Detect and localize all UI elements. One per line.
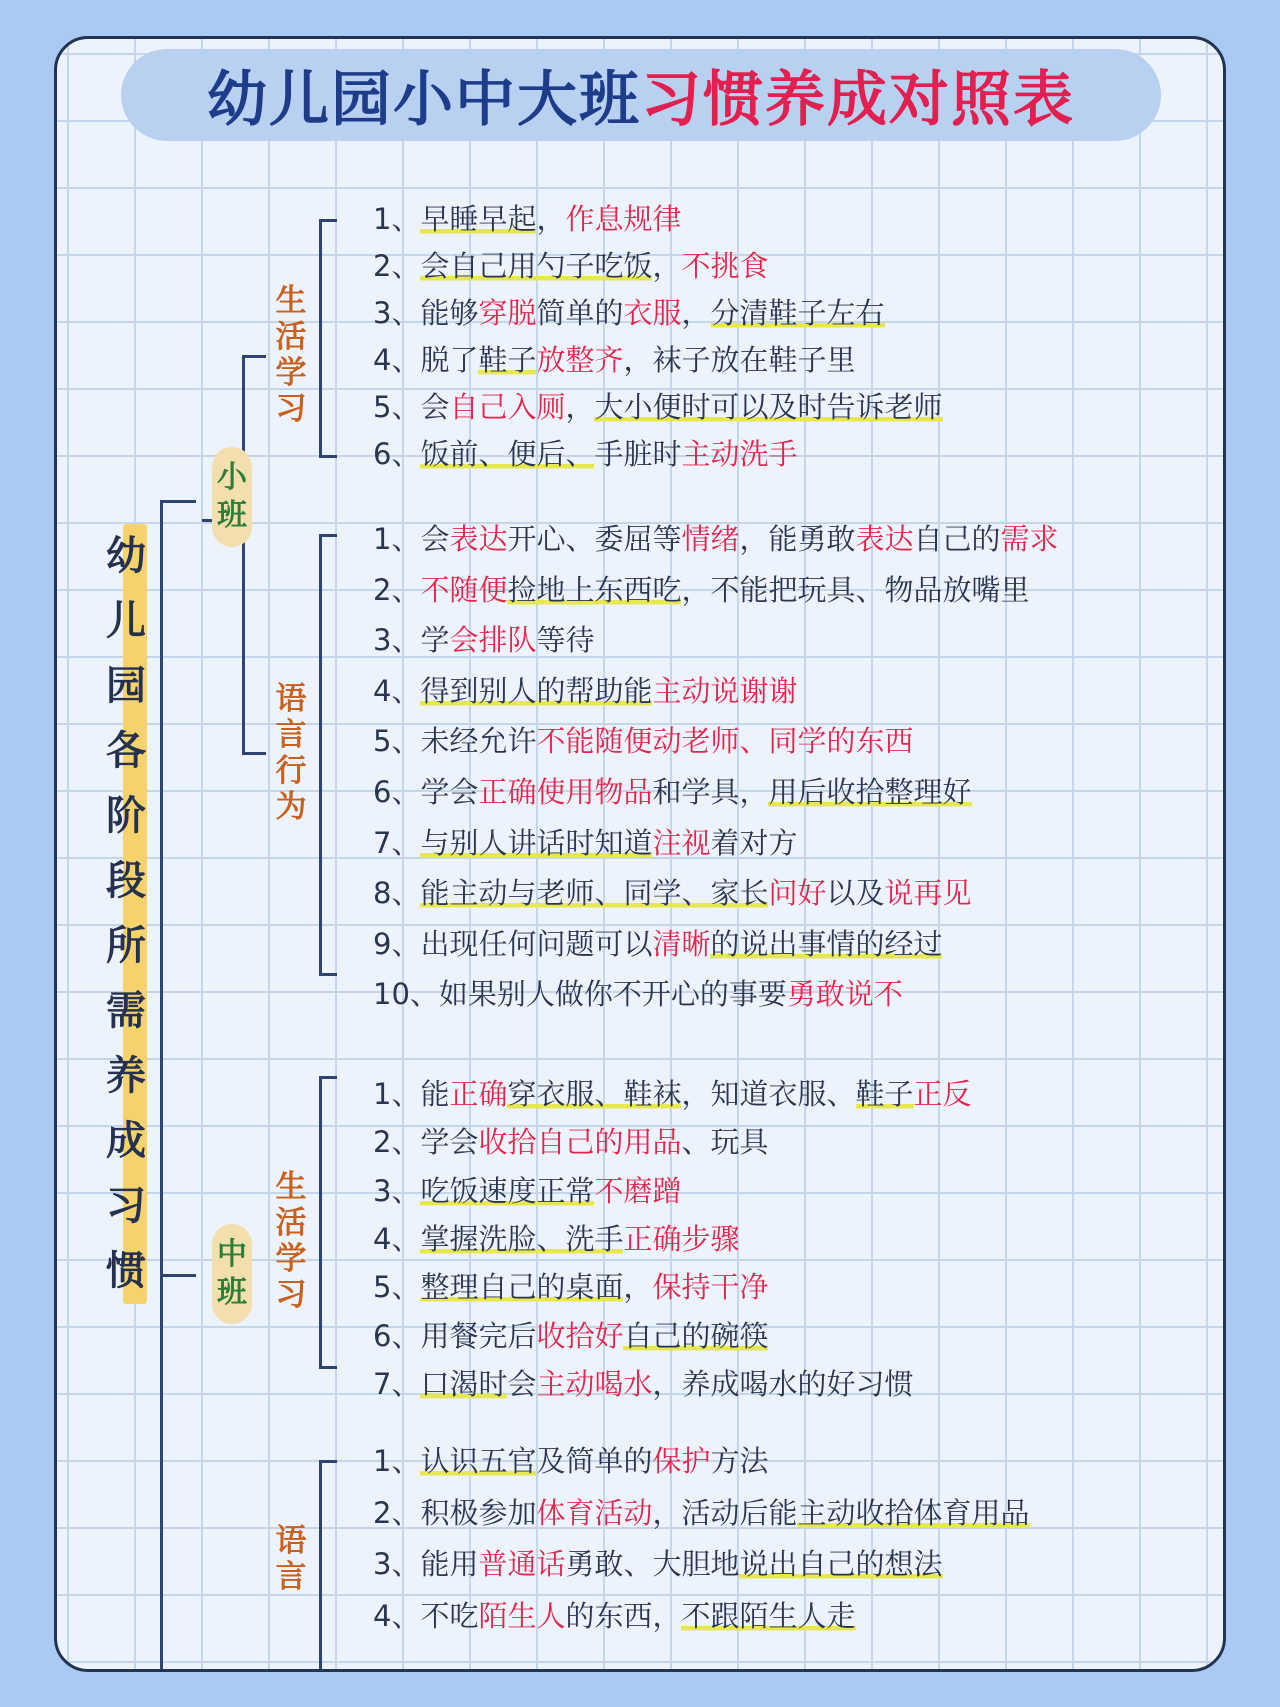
item-text: 、玩具: [681, 1125, 769, 1160]
group-pill-small-class: [212, 447, 252, 547]
category-label-char: 学: [275, 355, 307, 391]
chart-card: [54, 36, 1226, 1672]
underlined-text: 的说出事情的经过: [710, 926, 943, 961]
habit-item: [373, 434, 1213, 474]
highlight-text: 主动洗手: [681, 437, 798, 471]
highlight-text: 自己入厕: [449, 390, 566, 424]
item-text: ，袜子放在鞋子里: [623, 343, 856, 377]
highlight-text: 普通话: [478, 1547, 566, 1582]
category-label-char: 语: [275, 681, 307, 717]
item-text: 简单的: [536, 296, 624, 330]
habit-item: [373, 1219, 1213, 1259]
side-title-char: 儿: [106, 598, 146, 644]
underlined-text: 得到别人的帮助能: [420, 673, 653, 708]
main-trunk-line: [160, 500, 163, 1672]
bracket-3-bottom: [319, 1366, 337, 1369]
highlight-text: 保护: [652, 1444, 711, 1478]
highlight-text: 表达: [449, 522, 508, 556]
habit-item: [373, 1074, 1213, 1114]
side-title-char: 需: [106, 988, 146, 1034]
item-text: ，: [652, 249, 682, 283]
category-label: [271, 1523, 311, 1595]
item-text: 以及: [826, 876, 885, 911]
underlined-text: 认识五官: [420, 1444, 537, 1478]
habit-item: [373, 1171, 1213, 1211]
bracket-1: [319, 219, 322, 457]
item-text: 4、不吃: [373, 1599, 479, 1634]
item-text: 6、学会: [373, 775, 479, 809]
item-text: 6、: [373, 437, 421, 471]
item-text: 4、脱了: [373, 343, 479, 377]
habit-item: [373, 293, 1213, 333]
item-text: 1、能: [373, 1077, 450, 1111]
item-text: ，: [565, 390, 595, 424]
item-text: 2、: [373, 572, 421, 607]
underlined-text: 掌握洗脸、洗手: [420, 1221, 624, 1256]
highlight-text: 作息规律: [565, 202, 682, 236]
highlight-text: 说再见: [884, 876, 972, 911]
item-text: 3、能用: [373, 1547, 479, 1582]
highlight-text: 穿脱: [478, 296, 537, 330]
highlight-text: 不磨蹭: [594, 1173, 682, 1208]
side-title-char: 成: [106, 1118, 146, 1164]
side-title-char: 惯: [106, 1248, 146, 1294]
side-title-char: 习: [106, 1183, 146, 1229]
habit-item: [373, 721, 1213, 761]
habit-item: [373, 246, 1213, 286]
category-label-char: 语: [275, 1523, 307, 1559]
item-text: 2、: [373, 249, 421, 283]
side-title-char: 阶: [106, 793, 146, 839]
item-text: 1、会: [373, 522, 450, 556]
underlined-text: 口渴时: [420, 1366, 508, 1401]
highlight-text: 问好: [768, 876, 827, 911]
highlight-text: 收拾好: [536, 1318, 624, 1353]
item-text: ，养成喝水的好习惯: [652, 1366, 914, 1401]
small-branch-bottom: [242, 752, 266, 755]
underlined-text: 大小便时可以及时告诉老师: [594, 390, 943, 424]
habit-item: [373, 519, 1213, 559]
item-text: 4、: [373, 673, 421, 708]
highlight-text: 注视: [652, 825, 711, 860]
underlined-text: 鞋子: [855, 1077, 914, 1111]
small-trunk-line: [242, 355, 245, 754]
highlight-text: 保持干净: [652, 1270, 769, 1305]
item-text: 开心、委屈等: [507, 522, 682, 556]
bracket-2-bottom: [319, 973, 337, 976]
highlight-text: 正确: [449, 1077, 508, 1111]
habit-item: [373, 823, 1213, 863]
underlined-text: 鞋子: [478, 343, 537, 377]
category-label: [271, 1169, 311, 1313]
item-text: 5、会: [373, 390, 450, 424]
item-text: ，: [536, 202, 566, 236]
item-text: 7、: [373, 1366, 421, 1401]
highlight-text: 正确步骤: [623, 1221, 740, 1256]
underlined-text: 自己的碗筷: [623, 1318, 769, 1353]
page-title: [121, 49, 1161, 141]
bracket-1-bottom: [319, 455, 337, 458]
item-text: 8、: [373, 876, 421, 911]
side-title-char: 养: [106, 1053, 146, 1099]
title-part2: 习惯养成对照表: [641, 65, 1075, 135]
underlined-text: 捡地上东西吃: [507, 572, 682, 607]
underlined-text: 能主动与老师、同学、家长: [420, 876, 769, 911]
underlined-text: 主动收拾体育用品: [797, 1495, 1030, 1530]
item-text: 6、用餐完后: [373, 1318, 537, 1353]
highlight-text: 收拾自己的用品: [478, 1125, 682, 1160]
highlight-text: 放整齐: [536, 343, 624, 377]
category-label-char: 学: [275, 1241, 307, 1277]
bracket-2: [319, 534, 322, 975]
category-label-char: 生: [275, 1169, 307, 1205]
category-label-char: 习: [275, 1277, 307, 1313]
item-text: 勇敢、大胆地: [565, 1547, 740, 1582]
habit-item: [373, 924, 1213, 964]
item-text: 1、: [373, 1444, 421, 1478]
item-text: 3、能够: [373, 296, 479, 330]
highlight-text: 正反: [913, 1077, 972, 1111]
highlight-text: 体育活动: [536, 1495, 653, 1530]
habit-item: [373, 340, 1213, 380]
underlined-text: 与别人讲话时知道: [420, 825, 653, 860]
habit-item: [373, 1544, 1213, 1584]
branch-line-small: [160, 500, 196, 503]
item-text: ，: [681, 296, 711, 330]
item-text: 3、: [373, 1173, 421, 1208]
item-text: 9、出现任何问题可以: [373, 926, 653, 961]
bracket-4: [319, 1460, 322, 1670]
underlined-text: 会自己用勺子吃饭: [420, 249, 653, 283]
habit-item: [373, 1596, 1213, 1636]
habit-item: [373, 1441, 1213, 1481]
habit-item: [373, 1493, 1213, 1533]
category-label-char: 行: [275, 753, 307, 789]
item-text: 方法: [710, 1444, 769, 1478]
underlined-text: 用后收拾整理好: [768, 775, 972, 809]
habit-item: [373, 671, 1213, 711]
habit-item: [373, 199, 1213, 239]
habit-item: [373, 387, 1213, 427]
item-text: ，知道衣服、: [681, 1077, 856, 1111]
highlight-text: 不挑食: [681, 249, 769, 283]
item-text: ，能勇敢: [739, 522, 856, 556]
bracket-3: [319, 1076, 322, 1368]
item-text: 1、: [373, 202, 421, 236]
side-title-char: 所: [106, 923, 146, 969]
group-pill-char: 小: [217, 460, 247, 495]
group-pill-middle-class: [212, 1224, 252, 1324]
group-pill-char: 班: [217, 498, 247, 533]
small-branch-top: [242, 355, 266, 358]
underlined-text: 吃饭速度正常: [420, 1173, 595, 1208]
habit-item: [373, 974, 1213, 1014]
branch-line-middle: [160, 1274, 196, 1277]
group-pill-char: 班: [217, 1275, 247, 1310]
highlight-text: 衣服: [623, 296, 682, 330]
highlight-text: 需求: [1000, 522, 1059, 556]
bracket-4-top: [319, 1460, 337, 1463]
item-text: 2、学会: [373, 1125, 479, 1160]
habit-item: [373, 772, 1213, 812]
item-text: 的东西，: [565, 1599, 682, 1634]
side-title-char: 各: [106, 728, 146, 774]
habit-item: [373, 1267, 1213, 1307]
highlight-text: 情绪: [681, 522, 740, 556]
habit-item: [373, 873, 1213, 913]
habit-item: [373, 1316, 1213, 1356]
category-label-char: 习: [275, 391, 307, 427]
item-text: 及简单的: [536, 1444, 653, 1478]
item-text: ，活动后能: [652, 1495, 798, 1530]
underlined-text: 整理自己的桌面: [420, 1270, 624, 1305]
habit-item: [373, 570, 1213, 610]
highlight-text: 勇敢说不: [786, 977, 903, 1012]
category-label-char: 活: [275, 1205, 307, 1241]
title-part1: 幼儿园小中大班: [207, 65, 641, 135]
highlight-text: 主动说谢谢: [652, 673, 798, 708]
underlined-text: 早睡早起: [420, 202, 537, 236]
item-text: 5、: [373, 1270, 421, 1305]
highlight-text: 清晰: [652, 926, 711, 961]
item-text: 3、学: [373, 623, 450, 658]
bracket-2-top: [319, 534, 337, 537]
habit-item: [373, 1122, 1213, 1162]
highlight-text: 会排队: [449, 623, 537, 658]
side-title: [95, 524, 157, 1304]
item-text: 2、积极参加: [373, 1495, 537, 1530]
bracket-3-top: [319, 1076, 337, 1079]
side-title-char: 段: [106, 858, 146, 904]
highlight-text: 主动喝水: [536, 1366, 653, 1401]
category-label: [271, 681, 311, 825]
item-text: ，不能把玩具、物品放嘴里: [681, 572, 1030, 607]
item-text: 4、: [373, 1221, 421, 1256]
item-text: 10、如果别人做你不开心的事要: [373, 977, 787, 1012]
highlight-text: 陌生人: [478, 1599, 566, 1634]
category-label: [271, 283, 311, 427]
underlined-text: 不跟陌生人走: [681, 1599, 856, 1634]
item-text: 7、: [373, 825, 421, 860]
group-pill-char: 中: [217, 1237, 247, 1272]
item-text: 自己的: [913, 522, 1001, 556]
item-text: 手脏时: [594, 437, 682, 471]
underlined-text: 说出自己的想法: [739, 1547, 943, 1582]
item-text: 会: [507, 1366, 537, 1401]
item-text: 5、未经允许: [373, 724, 537, 759]
item-text: 等待: [536, 623, 595, 658]
highlight-text: 正确使用物品: [478, 775, 653, 809]
item-text: 着对方: [710, 825, 798, 860]
category-label-char: 言: [275, 1559, 307, 1595]
bracket-1-top: [319, 219, 337, 222]
highlight-text: 不能随便动老师、同学的东西: [536, 724, 914, 759]
highlight-text: 表达: [855, 522, 914, 556]
underlined-text: 分清鞋子左右: [710, 296, 885, 330]
category-label-char: 生: [275, 283, 307, 319]
underlined-text: 饭前、便后、: [420, 437, 595, 471]
item-text: ，: [623, 1270, 653, 1305]
side-title-char: 幼: [106, 533, 146, 579]
category-label-char: 言: [275, 717, 307, 753]
category-label-char: 为: [275, 789, 307, 825]
highlight-text: 不随便: [420, 572, 508, 607]
item-text: 和学具，: [652, 775, 769, 809]
category-label-char: 活: [275, 319, 307, 355]
habit-item: [373, 1364, 1213, 1404]
underlined-text: 穿衣服、鞋袜: [507, 1077, 682, 1111]
side-title-char: 园: [106, 663, 146, 709]
habit-item: [373, 620, 1213, 660]
